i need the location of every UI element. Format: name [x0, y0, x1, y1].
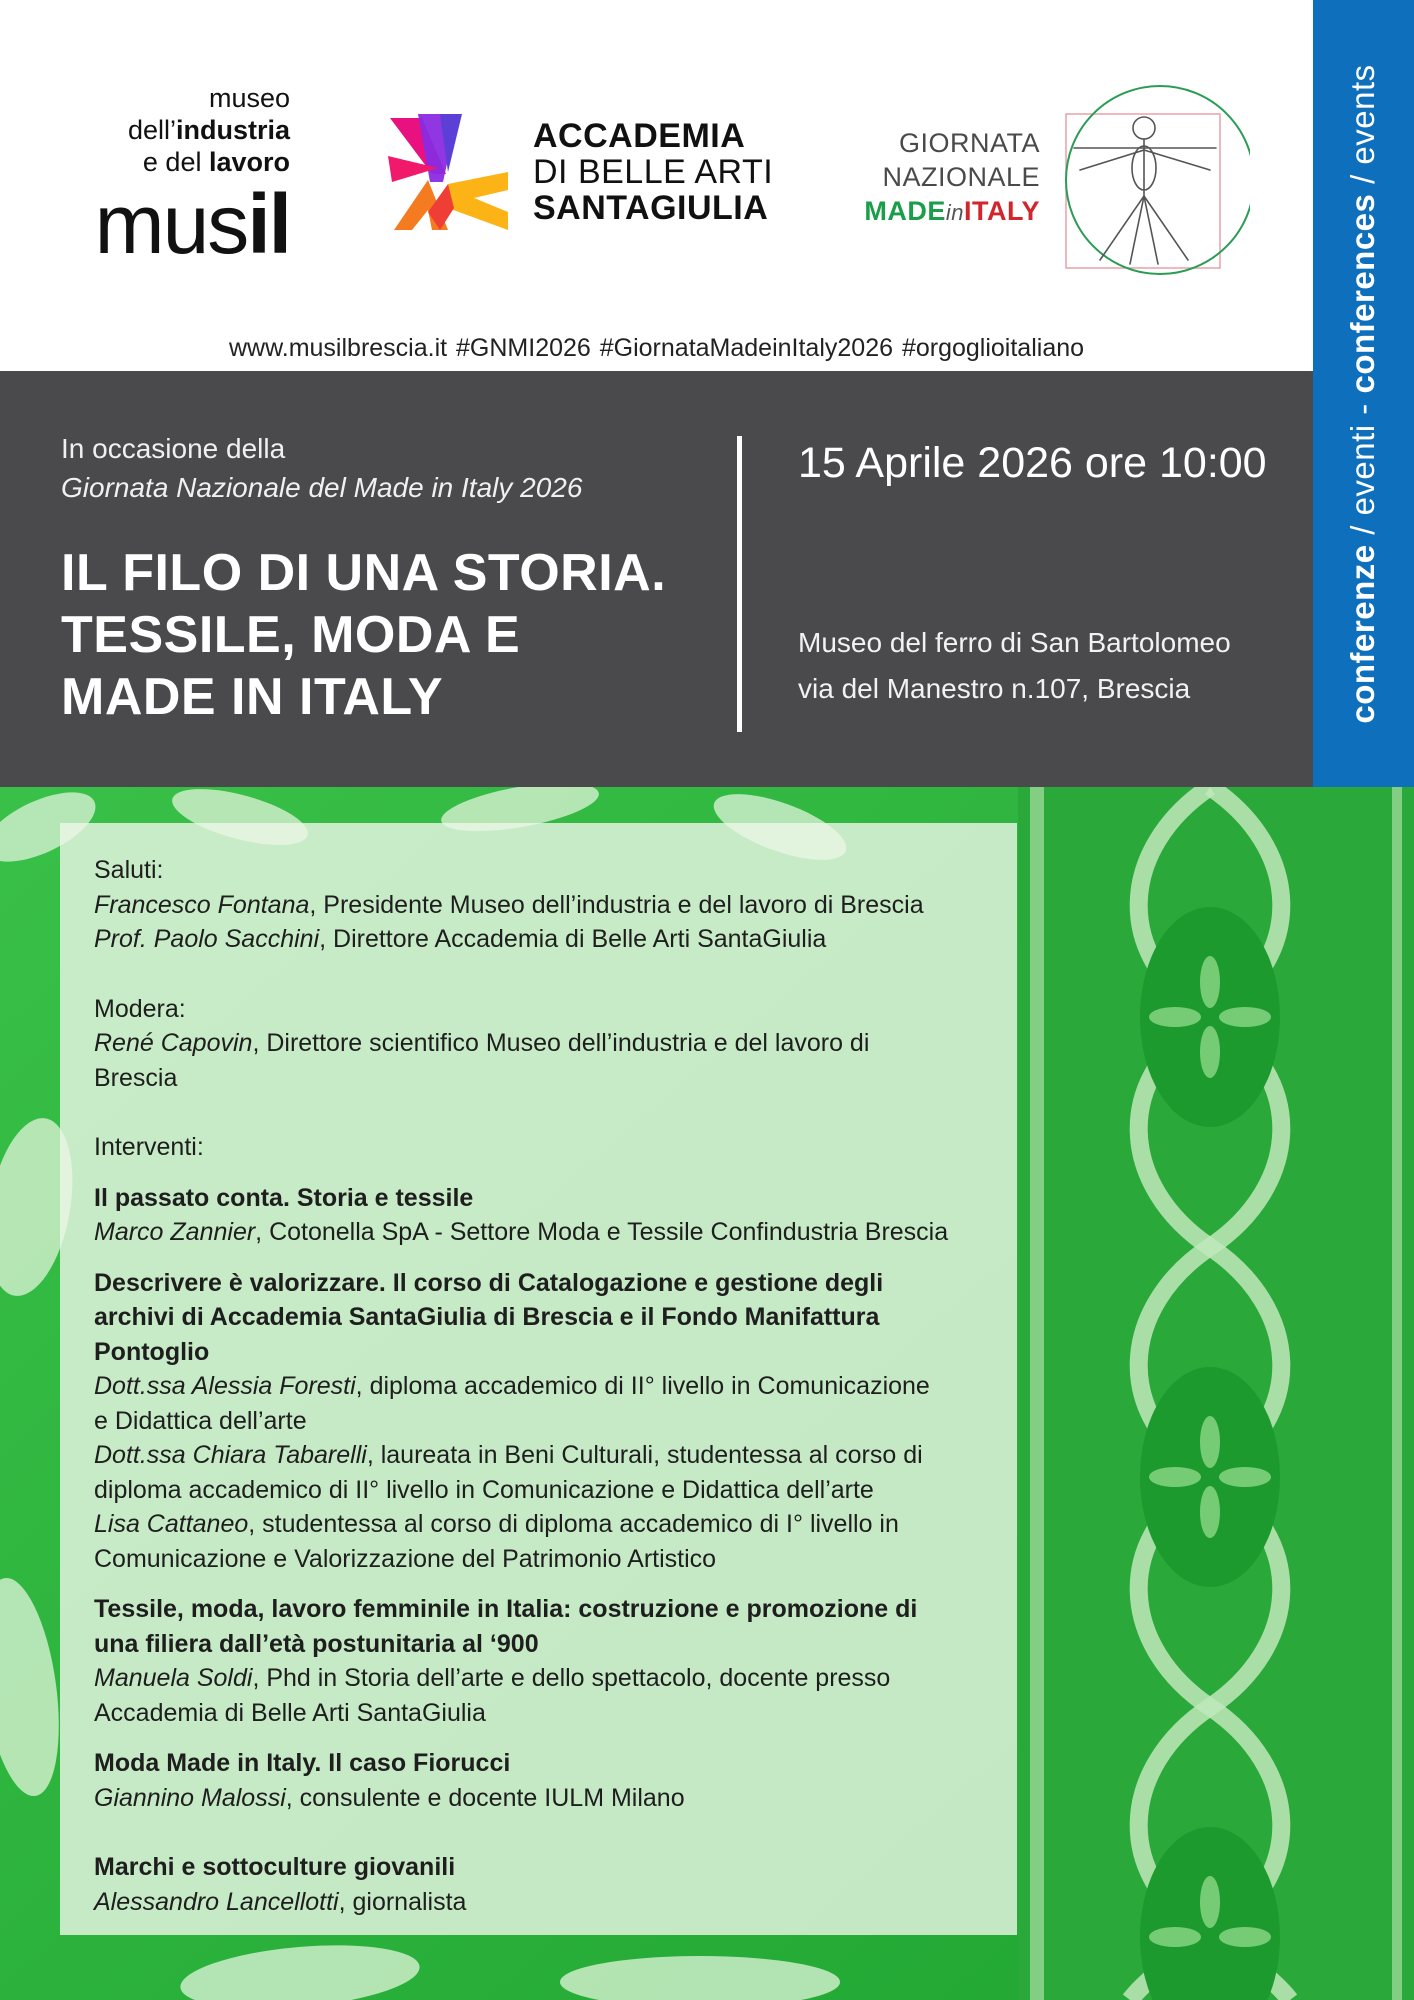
gnmi-italy: ITALY: [963, 196, 1040, 226]
spacer: [94, 1815, 994, 1850]
venue-name: Museo del ferro di San Bartolomeo: [798, 627, 1231, 658]
accademia-logo: [388, 112, 788, 242]
gnmi-line3: [840, 194, 1040, 230]
gnmi-made: MADE: [864, 196, 946, 226]
hashtags-line: www.musilbrescia.it #GNMI2026 #GiornataMadeinItaly2026 #orgoglioitaliano: [228, 334, 1085, 362]
spacer: [94, 1165, 994, 1181]
musil-logo-line1: museo: [208, 83, 290, 113]
venue-address: via del Manestro n.107, Brescia: [798, 673, 1191, 704]
talk-speaker-cont: Accademia di Belle Arti SantaGiulia: [94, 1698, 486, 1727]
speaker-name: René Capovin: [94, 1029, 253, 1057]
speaker-name: Giannino Malossi: [94, 1783, 286, 1812]
header: [0, 0, 1313, 371]
accademia-wordmark: [533, 118, 773, 226]
accademia-line1: ACCADEMIA: [533, 117, 746, 155]
talk-speaker: [94, 1661, 994, 1696]
musil-logo-line3-bold: lavoro: [208, 147, 290, 177]
side-band-conferences: conferences: [1344, 193, 1381, 394]
speaker-name: Francesco Fontana: [94, 890, 310, 919]
speaker-role: , laureata in Beni Culturali, studentessa al corso di: [366, 1441, 923, 1469]
modera-speaker-cont: Brescia: [94, 1063, 178, 1092]
spacer: [94, 957, 994, 992]
speaker-role: , Cotonella SpA - Settore Moda e Tessile Confindustria Brescia: [255, 1218, 949, 1246]
vitruvian-man-icon: [1060, 84, 1250, 280]
program-card: [60, 823, 1017, 1935]
side-band-label: [1344, 64, 1382, 723]
talk-title: archivi di Accademia SantaGiulia di Brescia e il Fondo Manifattura: [94, 1303, 880, 1331]
talk-speaker-cont: diploma accademico di II° livello in Comunicazione e Didattica dell’arte: [94, 1475, 874, 1504]
spacer: [94, 1576, 994, 1592]
spacer: [94, 1730, 994, 1746]
speaker-role: , consulente e docente IULM Milano: [285, 1783, 685, 1812]
event-title-line1: IL FILO DI UNA STORIA.: [61, 544, 667, 602]
talk-title: Descrivere è valorizzare. Il corso di Catalogazione e gestione degli: [94, 1268, 884, 1297]
talk-speaker: [94, 1885, 994, 1920]
speaker-name: Marco Zannier: [94, 1218, 256, 1246]
speaker-role: , studentessa al corso di diploma accademico di I° livello in: [248, 1510, 899, 1538]
saluti-speaker: [94, 888, 994, 923]
musil-logo-line3: [70, 146, 290, 178]
musil-logo-word-b: il: [247, 177, 290, 271]
musil-logo-word-a: mus: [94, 177, 248, 271]
speaker-name: Alessandro Lancellotti: [94, 1887, 339, 1916]
spacer: [94, 1250, 994, 1266]
speaker-name: Dott.ssa Chiara Tabarelli: [94, 1441, 367, 1469]
speaker-role: , diploma accademico di II° livello in Comunicazione: [355, 1372, 930, 1400]
talk-speaker: [94, 1369, 994, 1404]
accademia-mark-icon: [388, 112, 518, 238]
speaker-name: Lisa Cattaneo: [94, 1510, 249, 1538]
speaker-name: Dott.ssa Alessia Foresti: [94, 1372, 356, 1400]
saluti-speaker: [94, 922, 994, 957]
speaker-role: , Presidente Museo dell’industria e del lavoro di Brescia: [309, 890, 924, 919]
modera-label: Modera:: [94, 994, 186, 1023]
occasion-line2: Giornata Nazionale del Made in Italy 2026: [61, 472, 583, 503]
gnmi-line2: NAZIONALE: [882, 162, 1040, 192]
program-text: [94, 853, 994, 1919]
talk-title: Marchi e sottoculture giovanili: [94, 1853, 456, 1881]
gnmi-in: in: [945, 200, 964, 225]
talk-speaker: [94, 1781, 994, 1816]
musil-logo-line2: [70, 114, 290, 146]
talk-title: una filiera dall’età postunitaria al ‘900: [94, 1629, 539, 1658]
musil-logo-word: [70, 177, 290, 271]
interventi-label: Interventi:: [94, 1133, 204, 1161]
event-title-line3: MADE IN ITALY: [61, 668, 444, 726]
accademia-line2: DI BELLE ARTI: [533, 153, 774, 191]
event-date: 15 Aprile 2026 ore 10:00: [798, 439, 1267, 487]
musil-logo-line3-pre: e del: [142, 147, 209, 177]
gnmi-wordmark: [840, 126, 1040, 230]
modera-speaker: [94, 1026, 994, 1061]
talk-title: Il passato conta. Storia e tessile: [94, 1183, 474, 1212]
title-band: [0, 371, 1313, 787]
speaker-name: Manuela Soldi: [94, 1664, 253, 1692]
talk-speaker-cont: e Didattica dell’arte: [94, 1406, 307, 1435]
musil-logo: [70, 82, 290, 271]
speaker-role: , Direttore scientifico Museo dell’industria e del lavoro di: [252, 1029, 870, 1057]
gnmi-line1: GIORNATA: [898, 128, 1040, 158]
speaker-role: , Phd in Storia dell’arte e dello spettacolo, docente presso: [252, 1664, 891, 1692]
side-band-events: / events: [1344, 64, 1381, 194]
talk-title: Tessile, moda, lavoro femminile in Italia: costruzione e promozione di: [94, 1595, 918, 1623]
speaker-name: Prof. Paolo Sacchini: [94, 925, 320, 953]
saluti-label: Saluti:: [94, 856, 164, 884]
talk-speaker: [94, 1215, 994, 1250]
talk-speaker: [94, 1507, 994, 1542]
event-title: [61, 542, 701, 728]
event-title-line2: TESSILE, MODA E: [61, 606, 521, 664]
talk-speaker-cont: Comunicazione e Valorizzazione del Patrimonio Artistico: [94, 1544, 717, 1573]
speaker-role: , giornalista: [338, 1887, 467, 1916]
musil-logo-line2-bold: industria: [175, 115, 290, 145]
side-band-conferenze: conferenze: [1344, 544, 1381, 724]
talk-speaker: [94, 1438, 994, 1473]
side-band-eventi: / eventi -: [1344, 393, 1381, 545]
gnmi-logo: [840, 84, 1240, 284]
occasion-line1: In occasione della: [61, 433, 286, 464]
talk-title: Pontoglio: [94, 1337, 210, 1366]
speaker-role: , Direttore Accademia di Belle Arti SantaGiulia: [319, 925, 827, 953]
accademia-line3: SANTAGIULIA: [533, 189, 769, 227]
musil-logo-line2-pre: dell’: [127, 115, 176, 145]
spacer: [94, 1095, 994, 1130]
talk-title: Moda Made in Italy. Il caso Fiorucci: [94, 1749, 511, 1777]
title-divider: [737, 436, 742, 732]
